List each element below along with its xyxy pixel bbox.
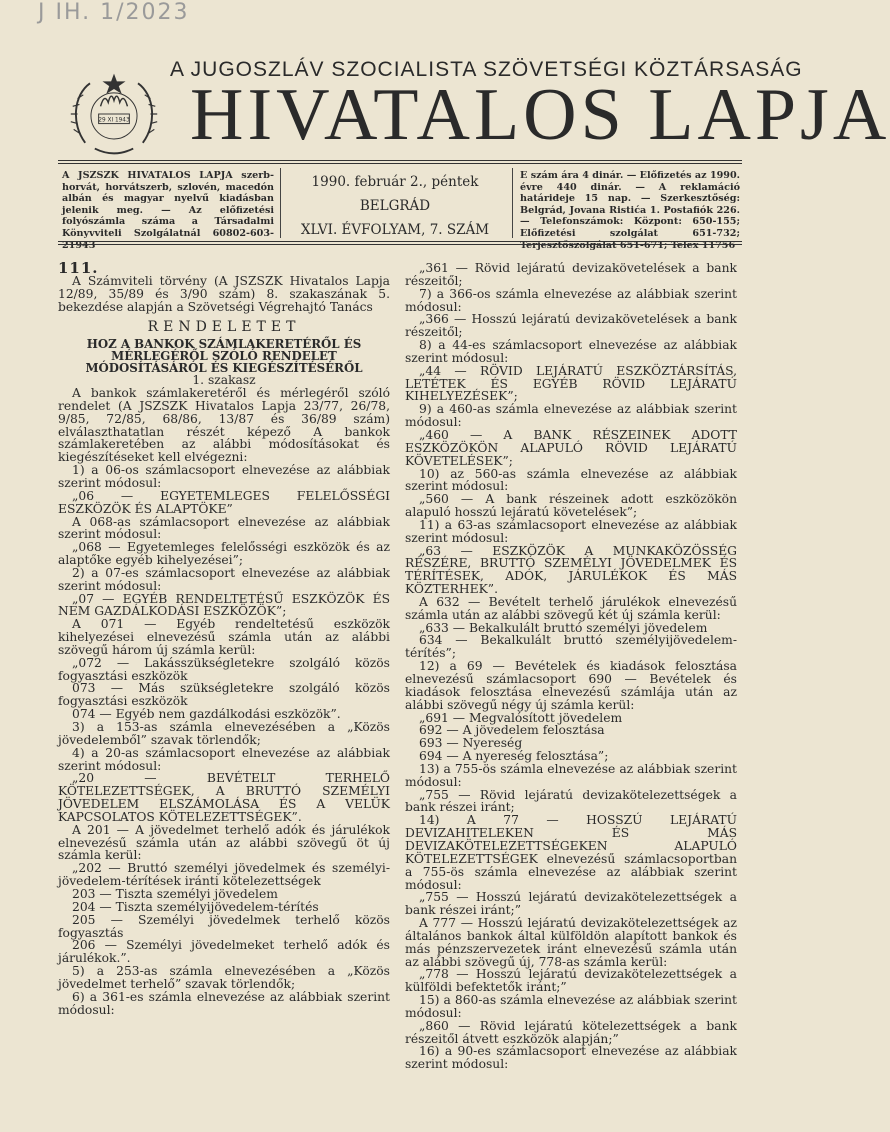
left-column-paragraph: HOZ A BANKOK SZÁMLAKERETÉRŐL ÉS MÉRLEGÉRŐL SZÓLÓ RENDELET MÓDOSÍTÁSÁRÓL ÉS KIEGÉSZÍTÉSÉRŐL	[85, 337, 363, 376]
emblem-date: 29 XI 1943	[98, 117, 130, 124]
right-column-paragraph: „366 — Hosszú lejáratú devizakövetelések a bank részeitől;	[405, 312, 737, 340]
right-column-paragraph: 693 — Nyereség	[419, 736, 523, 751]
right-column-paragraph: „691 — Megvalósított jövedelem	[419, 710, 623, 725]
left-column-paragraph: 204 — Tiszta személyijövedelem-térítés	[72, 899, 319, 914]
right-column-paragraph: 10) az 560-as számla elnevezése az alábbiak szerint módosul:	[405, 466, 737, 494]
left-column-paragraph: „202 — Bruttó személyi jövedelmek és személyi-jövedelem-térítések iránti kötelezettségek	[58, 861, 390, 889]
right-column-paragraph: 15) a 860-as számla elnevezése az alábbiak szerint módosul:	[405, 993, 737, 1020]
issue-place: BELGRÁD	[359, 198, 431, 214]
right-column-paragraph: „560 — A bank részeinek adott eszközökön alapuló hosszú lejáratú követelések”;	[405, 492, 737, 520]
left-column-paragraph: 3) a 153-as számla elnevezésében a „Közös jövedelemből” szavak törlendők;	[58, 720, 390, 747]
right-column-paragraph: „44 — RÖVID LEJÁRATÚ ESZKÖZTÁRSÍTÁS, LETÉTEK ÉS EGYÉB RÖVID LEJÁRATÚ KIHELYEZÉSEK”;	[405, 363, 737, 404]
left-column-paragraph: 205 — Személyi jövedelmek terhelő közös fogyasztás	[58, 912, 390, 940]
left-column-paragraph: 2) a 07-es számlacsoport elnevezése az alábbiak szerint módosul:	[58, 565, 390, 593]
right-column-paragraph: „361 — Rövid lejáratú devizakövetelések a bank részeitől;	[405, 261, 737, 288]
right-column-paragraph: „778 — Hosszú lejáratú devizakötelezettségek a külföldi befektetők iránt;”	[405, 967, 737, 995]
right-column-paragraph: 11) a 63-as számlacsoport elnevezése az alábbiak szerint módosul:	[405, 517, 737, 545]
left-column-paragraph: „06 — EGYETEMLEGES FELELŐSSÉGI ESZKÖZÖK ÉS ALAPTÖKE”	[58, 488, 390, 516]
header-divider-right	[512, 168, 513, 238]
right-column-paragraph: A 777 — Hosszú lejáratú devizakötelezettségek az általános bankok által külföldön alapított bankok és más pénzszervezetek iránt elnevezésű számla után az alábbi szövegű új, 778-as számla kerül:	[405, 916, 737, 969]
header-divider-left	[280, 168, 281, 238]
right-column-paragraph: „63 — ESZKÖZÖK A MUNKAKÖZÖSSÉG RÉSZÉRE, BRUTTÓ SZEMÉLYI JÖVEDELMEK ÉS TÉRÍTÉSEK, ADÓK, JÁRULÉKOK ÉS MÁS KÖZTERHEK”.	[405, 543, 737, 597]
right-column-paragraph: 694 — A nyereség felosztása”;	[419, 749, 609, 764]
left-column-paragraph: 6) a 361-es számla elnevezése az alábbiak szerint módosul:	[58, 989, 390, 1017]
right-text-column	[405, 262, 737, 1071]
left-column-paragraph: 203 — Tiszta személyi jövedelem	[72, 886, 278, 901]
right-column-paragraph: A 632 — Bevételt terhelő járulékok elnevezésű számla után az alábbi szövegű két új számla kerül:	[405, 594, 737, 622]
left-column-paragraph: A Számviteli törvény (A JSZSZK Hivatalos Lapja 12/89, 35/89 és 3/90 szám) 8. szakaszának 5. bekezdése alapján a Szövetségi Végrehajtó Tanács	[58, 273, 390, 314]
header-top-rule	[58, 160, 742, 161]
right-column-paragraph: 634 — Bekalkulált bruttó személyijövedelem-térítés”;	[405, 633, 737, 661]
left-column-paragraph: RENDELETET	[147, 319, 301, 336]
left-text-column	[58, 259, 390, 1017]
left-column-paragraph: „07 — EGYÉB RENDELTETÉSŰ ESZKÖZÖK ÉS NEM GAZDÁLKODÁSI ESZKÖZÖK”;	[58, 591, 390, 619]
right-column-paragraph: 13) a 755-ös számla elnevezése az alábbiak szerint módosul:	[405, 761, 737, 789]
header-bottom-rule	[58, 241, 742, 242]
left-column-paragraph: A 201 — A jövedelmet terhelő adók és járulékok elnevezésű számla után az alábbi szövegű öt új számla kerül:	[58, 822, 390, 863]
left-column-paragraph: 1. szakasz	[192, 373, 256, 388]
left-column-paragraph: A bankok számlakeretéről és mérlegéről szóló rendelet (A JSZSZK Hivatalos Lapja 23/77, 26/78, 9/85, 72/85, 68/86, 13/87 és 36/89 szám) elválaszthatatlan részét képező A bankok számlakeretében az alábbi módosításokat és kiegészítéseket kell elvégezni:	[58, 386, 390, 465]
right-column-paragraph: „860 — Rövid lejáratú kötelezettségek a bank részeitől átvett eszközök alapján;”	[405, 1018, 737, 1046]
right-column-paragraph: 12) a 69 — Bevételek és kiadások felosztása elnevezésű számlacsoport 690 — Bevételek és kiadások felosztása elnevezésű számlája után az alábbi szövegű négy új számla kerül:	[405, 659, 737, 712]
left-column-paragraph: 206 — Személyi jövedelmeket terhelő adók és járulékok.”.	[58, 938, 390, 966]
masthead-title: HIVATALOS LAPJA	[190, 74, 890, 156]
left-column-paragraph: 111.	[58, 259, 99, 277]
left-column-paragraph: 5) a 253-as számla elnevezésében a „Közös jövedelmet terhelő” szavak törlendők;	[58, 964, 390, 991]
issue-date: 1990. február 2., péntek	[311, 174, 479, 190]
right-column-paragraph: „633 — Bekalkulált bruttó személyi jövedelem	[419, 620, 708, 635]
left-column-paragraph: A 071 — Egyéb rendeltetésű eszközök kihelyezései elnevezésű számla után az alábbi szövegű három új számla kerül:	[58, 617, 390, 657]
handwritten-mark: J IH. 1/2023	[38, 0, 190, 25]
left-column-paragraph: „20 — BEVÉTELT TERHELŐ KÖTELEZETTSÉGEK, A BRUTTÓ SZEMÉLYI JÖVEDELEM ELSZÁMOLÁSA ÉS A VELÜK KAPCSOLATOS KÖTELEZETTSÉGEK”.	[58, 771, 390, 824]
left-column-paragraph: 4) a 20-as számlacsoport elnevezése az alábbiak szerint módosul:	[58, 745, 390, 773]
left-column-paragraph: 1) a 06-os számlacsoport elnevezése az alábbiak szerint módosul:	[58, 463, 390, 490]
right-column-paragraph: 7) a 366-os számla elnevezése az alábbiak szerint módosul:	[405, 286, 737, 314]
masthead-supertitle: A JUGOSZLÁV SZOCIALISTA SZÖVETSÉGI KÖZTÁRSASÁG	[170, 58, 803, 81]
right-column-paragraph: „755 — Rövid lejáratú devizakötelezettségek a bank részei iránt;	[405, 787, 737, 815]
right-column-paragraph: 692 — A jövedelem felosztása	[419, 723, 605, 738]
header-top-rule-thin	[58, 163, 742, 164]
header-bottom-rule-thin	[58, 244, 742, 245]
right-column-paragraph: 9) a 460-as számla elnevezése az alábbiak szerint módosul:	[405, 402, 737, 430]
issue-number: XLVI. ÉVFOLYAM, 7. SZÁM	[300, 222, 490, 238]
left-column-paragraph: „072 — Lakásszükségletekre szolgáló közös fogyasztási eszközök	[58, 655, 390, 683]
header-price-info: E szám ára 4 dinár. — Előfizetés az 1990. évre 440 dinár. — A reklamáció határideje 15 nap. — Szerkesztőség: Belgrád, Jovana Ristića 1. Postafiók 226. — Telefonszámok: Központ: 650-155; Előfizetési szolgálat 651-732; Terjesztőszolgálat 651-671; Telex 11756	[520, 170, 740, 251]
header-subscription-info: A JSZSZK HIVATALOS LAPJA szerb-horvát, horvátszerb, szlovén, macedón albán és magyar nyelvű kiadásban jelenik meg. — Az előfizetési folyószámla száma a Társadalmi Könyvviteli Szolgálatnál 60802-603-21943	[62, 170, 274, 251]
header-issue-block	[285, 170, 505, 242]
right-column-paragraph: „755 — Hosszú lejáratú devizakötelezettségek a bank részei iránt;”	[405, 890, 737, 918]
right-column-paragraph: 16) a 90-es számlacsoport elnevezése az alábbiak szerint módosul:	[405, 1044, 737, 1072]
coat-of-arms-emblem	[66, 66, 162, 162]
right-column-paragraph: „460 — A BANK RÉSZEINEK ADOTT ESZKÖZÖKÖN ALAPULÓ RÖVID LEJÁRATÚ KÖVETELÉSEK”;	[405, 427, 737, 468]
left-column-paragraph: „068 — Egyetemleges felelősségi eszközök és az alaptőke egyéb kihelyezései”;	[58, 540, 390, 568]
left-column-paragraph: 073 — Más szükségletekre szolgáló közös fogyasztási eszközök	[58, 681, 390, 709]
right-column-paragraph: 8) a 44-es számlacsoport elnevezése az alábbiak szerint módosul:	[405, 338, 737, 365]
right-column-paragraph: 14) A 77 — HOSSZÚ LEJÁRATÚ DEVIZAHITELEKEN ÉS MÁS DEVIZAKÖTELEZETTSÉGEKEN ALAPULÓ KÖTELEZETTSÉGEK elnevezésű számlacsoportban a 755-ös számla elnevezése az alábbiak szerint módosul:	[405, 813, 737, 892]
left-column-paragraph: A 068-as számlacsoport elnevezése az alábbiak szerint módosul:	[58, 514, 390, 542]
left-column-paragraph: 074 — Egyéb nem gazdálkodási eszközök”.	[72, 707, 341, 722]
